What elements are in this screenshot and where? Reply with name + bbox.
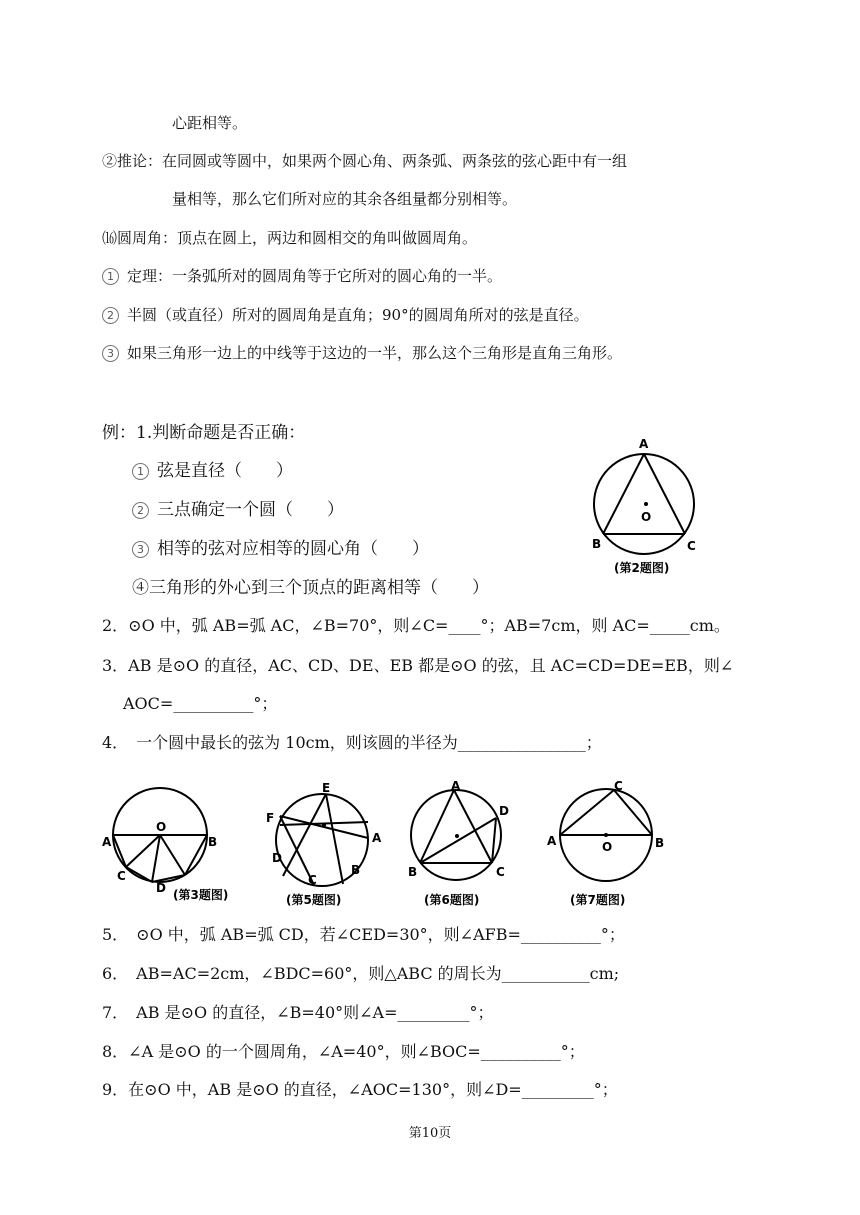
theory-line-4: ⒃圆周角：顶点在圆上，两边和圆相交的角叫做圆周角。 [102,229,478,247]
label-c: C [117,869,126,883]
example-title: 例：1.判断命题是否正确： [102,423,306,443]
figure-7 [544,778,674,910]
figure-caption: (第2题图) [614,561,670,575]
label-b: B [592,537,602,551]
question-5: 5． ⊙O 中，弧 AB=弧 CD，若∠CED=30°，则∠AFB=__________°； [102,925,625,944]
label-d: D [499,804,509,818]
theory-line-1: 心距相等。 [172,114,248,132]
figure-6 [404,778,529,910]
theory-item-1 [102,265,502,286]
label-f: F [266,811,275,825]
label-o: O [156,820,167,834]
circled-number: 2 [132,502,149,519]
theory-item-text: 半圆（或直径）所对的圆周角是直角；90°的圆周角所对的弦是直径。 [127,306,589,324]
label-o: O [602,840,613,854]
label-a: A [451,779,461,793]
question-2: 2．⊙O 中，弧 AB=弧 AC，∠B=70°，则∠C=____°；AB=7cm，则 AC=_____cm。 [102,616,730,635]
theory-line-3: 量相等，那么它们所对应的其余各组量都分别相等。 [172,190,518,208]
subitem-text: 弦是直径（ ） [157,461,293,481]
circled-number: 3 [132,541,149,558]
subitem-text: 相等的弦对应相等的圆心角（ ） [157,539,429,559]
theory-line-2: ②推论：在同圆或等圆中，如果两个圆心角、两条弧、两条弦的弦心距中有一组 [102,152,628,170]
theory-item-2 [102,304,589,325]
question-9: 9．在⊙O 中，AB 是⊙O 的直径，∠AOC=130°，则∠D=_________°； [102,1080,618,1099]
theory-item-text: 定理：一条弧所对的圆周角等于它所对的圆心角的一半。 [127,267,503,285]
label-b: B [208,835,218,849]
figure-3 [100,780,250,905]
subitem-text: 三点确定一个圆（ ） [157,500,344,520]
label-b: B [351,863,361,877]
label-d: D [156,881,166,895]
example-subitem-4: ④三角形的外心到三个顶点的距离相等（ ） [132,578,489,598]
circled-number: 1 [102,268,119,285]
example-subitem-1 [132,456,293,481]
question-3-line-1: 3．AB 是⊙O 的直径，AC、CD、DE、EB 都是⊙O 的弦，且 AC=CD=DE=EB，则∠ [102,656,734,675]
label-c: C [308,873,317,887]
question-3-line-2: AOC=__________°； [123,694,278,713]
label-d: D [272,851,282,865]
label-a: A [372,831,382,845]
figure-caption: (第5题图) [286,893,342,907]
label-c: C [687,539,696,553]
label-c: C [496,865,505,879]
example-subitem-3 [132,534,429,559]
question-8: 8．∠A 是⊙O 的一个圆周角，∠A=40°，则∠BOC=__________°； [102,1042,585,1061]
label-a: A [102,835,112,849]
circled-number: 2 [102,307,119,324]
question-6: 6． AB=AC=2cm，∠BDC=60°，则△ABC 的周长为___________cm; [102,964,620,983]
label-a: A [639,437,649,451]
page-number: 第10页 [408,1126,452,1141]
question-4: 4． 一个圆中最长的弦为 10cm，则该圆的半径为________________； [102,733,602,752]
label-e: E [322,781,331,795]
circled-number: 1 [132,463,149,480]
example-subitem-2 [132,495,344,520]
theory-item-text: 如果三角形一边上的中线等于这边的一半，那么这个三角形是直角三角形。 [127,344,623,362]
label-b: B [655,836,665,850]
circled-number: 3 [102,345,119,362]
figure-caption: (第3题图) [173,888,229,902]
figure-caption: (第6题图) [424,893,480,907]
figure-caption: (第7题图) [570,893,626,907]
figure-5 [262,781,392,912]
label-o: O [641,510,652,524]
figure-2 [586,432,706,582]
theory-item-3 [102,342,622,363]
label-a: A [547,834,557,848]
question-7: 7． AB 是⊙O 的直径，∠B=40°则∠A=_________°； [102,1003,494,1022]
label-b: B [408,865,418,879]
label-c: C [614,779,623,793]
